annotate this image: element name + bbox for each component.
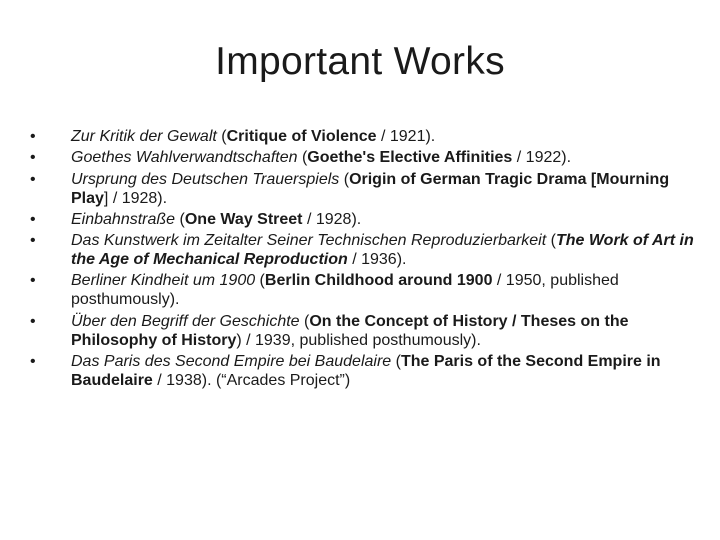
text-fragment: / 1922). [512, 149, 572, 167]
text-fragment: ( [216, 128, 227, 145]
list-item [30, 127, 695, 146]
list-item [30, 210, 695, 229]
list-item [30, 271, 695, 309]
text-fragment: ( [339, 170, 350, 188]
text-fragment: ( [391, 353, 401, 371]
bullet-icon: • [30, 128, 36, 145]
bullet-icon: • [30, 272, 36, 290]
original-title: Über den Begriff der Geschichte [71, 312, 300, 330]
list-item [30, 148, 695, 167]
bullet-icon: • [30, 353, 36, 371]
english-title: Origin of German Tragic Drama [Mourning Play [71, 170, 670, 207]
bullet-icon: • [30, 312, 36, 330]
original-title: Ursprung des Deutschen Trauerspiels [71, 170, 340, 188]
text-fragment: ( [299, 312, 310, 330]
list-item [30, 312, 695, 350]
list-item [30, 352, 695, 390]
text-fragment: ( [255, 272, 265, 290]
text-fragment: ( [297, 149, 308, 167]
text-fragment: ] / 1928). [103, 189, 168, 207]
text-fragment: ( [546, 232, 556, 250]
list-item [30, 231, 695, 269]
original-title: Goethes Wahlverwandtschaften [71, 149, 298, 167]
text-fragment: / 1936). [347, 251, 407, 269]
text-fragment: / 1950, published posthumously). [71, 272, 619, 309]
english-title: Critique of Violence [226, 128, 377, 145]
text-fragment: / 1928). [302, 210, 362, 228]
text-fragment: ( [175, 210, 185, 228]
original-title: Das Paris des Second Empire bei Baudelaire [71, 353, 392, 371]
text-fragment: / 1938). (“Arcades Project”) [152, 372, 351, 390]
original-title: Zur Kritik der Gewalt [71, 128, 217, 145]
original-title: Einbahnstraße [71, 210, 176, 228]
english-title: Berlin Childhood around 1900 [264, 272, 493, 290]
text-fragment: / 1921). [376, 128, 436, 145]
english-title: The Paris of the Second Empire in Baudelaire [71, 353, 661, 390]
original-title: Berliner Kindheit um 1900 [71, 272, 256, 290]
text-fragment: ) / 1939, published posthumously). [236, 331, 481, 349]
works-list [30, 127, 695, 392]
bullet-icon: • [30, 210, 36, 228]
list-item [30, 170, 695, 208]
slide-title: Important Works [215, 40, 505, 83]
english-title: Goethe's Elective Affinities [307, 149, 513, 167]
bullet-icon: • [30, 149, 36, 167]
bullet-icon: • [30, 232, 36, 250]
bullet-icon: • [30, 170, 36, 188]
english-title: One Way Street [184, 210, 303, 228]
english-title: The Work of Art in the Age of Mechanical Reproduction [71, 232, 694, 269]
english-title: On the Concept of History / Theses on the Philosophy of History [71, 312, 629, 349]
original-title: Das Kunstwerk im Zeitalter Seiner Technischen Reproduzierbarkeit [71, 232, 547, 250]
